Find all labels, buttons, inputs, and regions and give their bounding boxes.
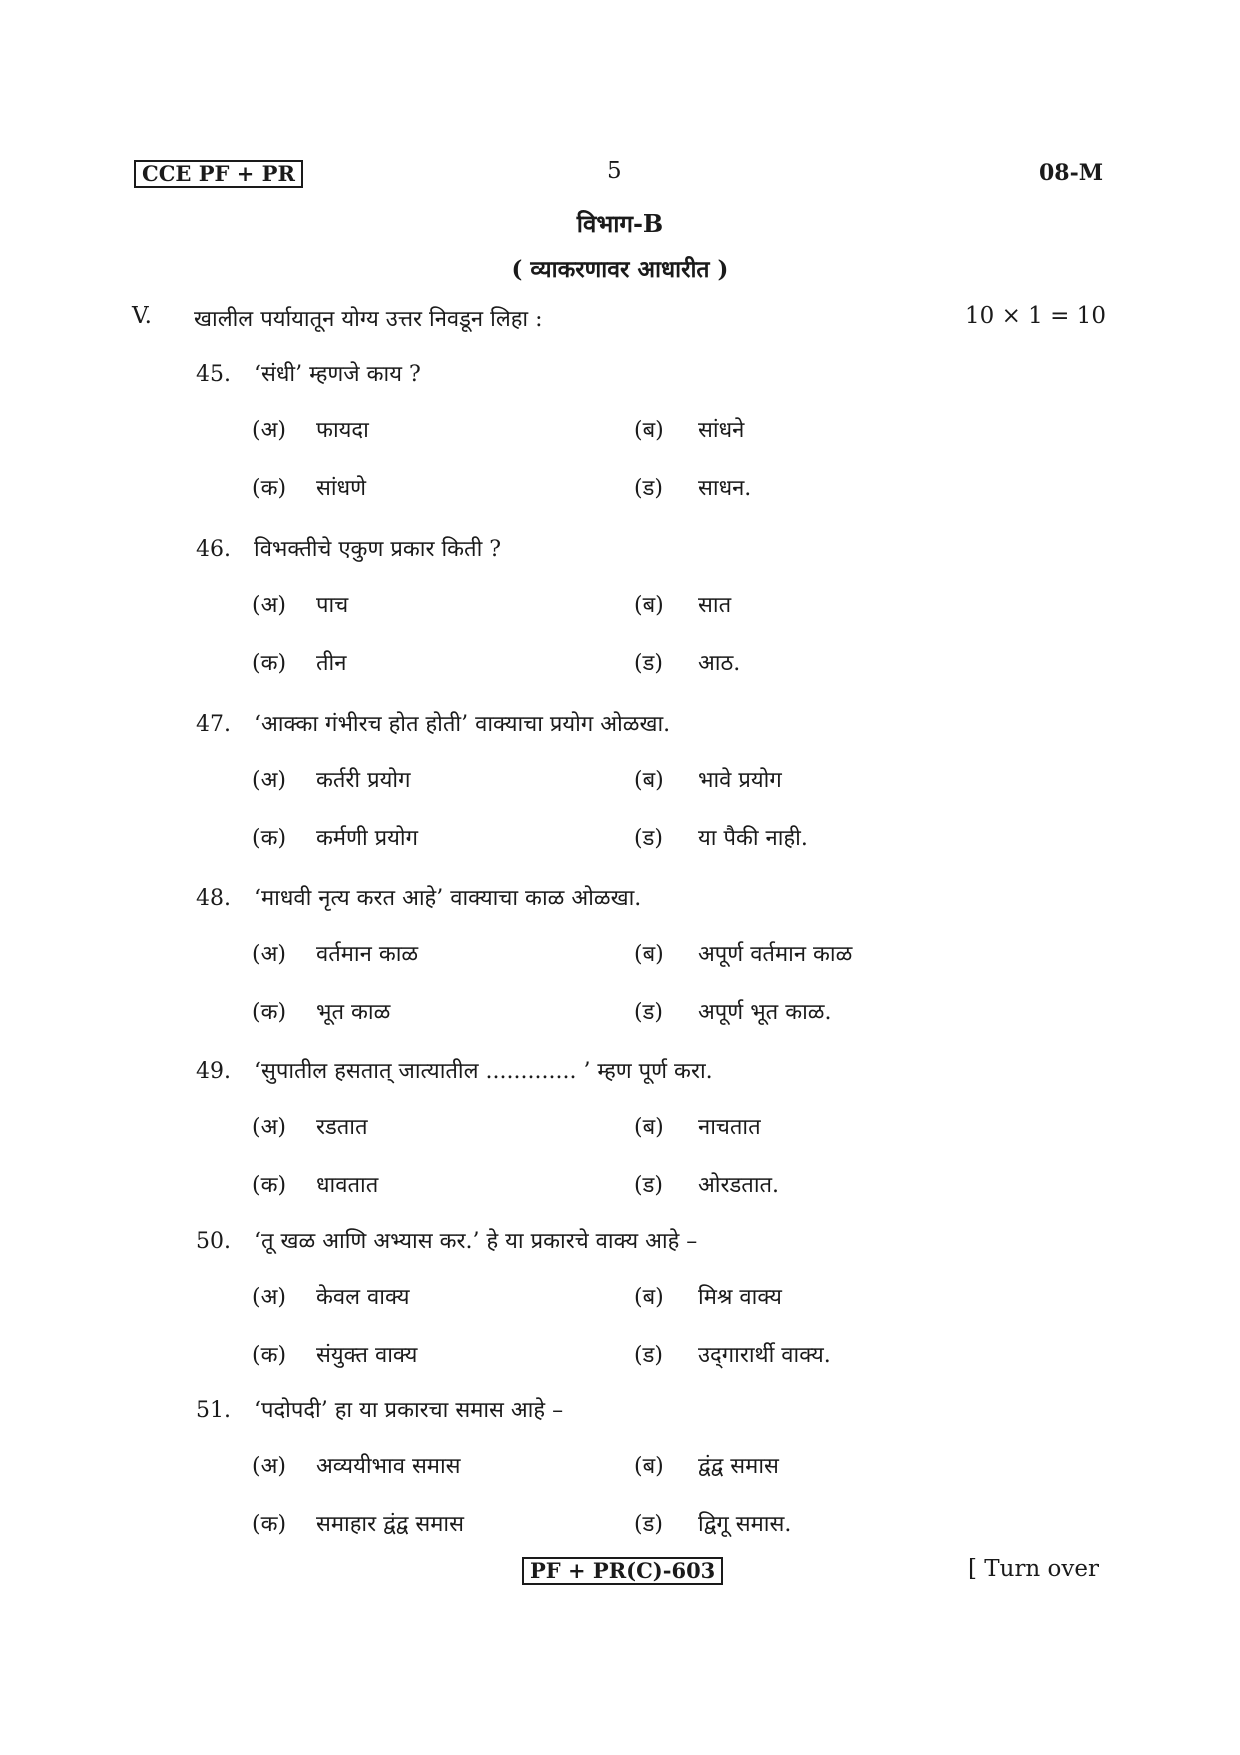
option-d: (ड) अपूर्ण भूत काळ. <box>634 1000 832 1025</box>
section-subtitle: ( व्याकरणावर आधारीत ) <box>511 256 729 283</box>
option-d: (ड) ओरडतात. <box>634 1173 780 1198</box>
question-block-instruction: खालील पर्यायातून योग्य उत्तर निवडून लिहा : <box>194 307 543 332</box>
question-number: 46. <box>196 537 231 562</box>
option-b: (ब) नाचतात <box>634 1115 761 1140</box>
question-block-number: V. <box>132 303 152 329</box>
option-a: (अ) रडतात <box>252 1115 368 1140</box>
question-text: ‘तू खळ आणि अभ्यास कर.’ हे या प्रकारचे वाक्य आहे – <box>254 1229 698 1254</box>
option-d: (ड) द्विगू समास. <box>634 1512 792 1537</box>
option-a: (अ) वर्तमान काळ <box>252 942 419 967</box>
question-text: विभक्तीचे एकुण प्रकार किती ? <box>254 537 502 562</box>
option-a: (अ) अव्ययीभाव समास <box>252 1454 461 1479</box>
option-c: (क) तीन <box>252 651 347 676</box>
option-a: (अ) केवल वाक्य <box>252 1285 410 1310</box>
question-text: ‘पदोपदी’ हा या प्रकारचा समास आहे – <box>254 1398 564 1423</box>
option-c: (क) कर्मणी प्रयोग <box>252 826 419 851</box>
question-text: ‘माधवी नृत्य करत आहे’ वाक्याचा काळ ओळखा. <box>254 886 642 911</box>
option-b: (ब) सांधने <box>634 418 745 443</box>
question-text: ‘आक्का गंभीरच होत होती’ वाक्याचा प्रयोग ओळखा. <box>254 712 671 737</box>
option-b: (ब) सात <box>634 593 732 618</box>
question-45 <box>196 358 1146 530</box>
option-a: (अ) पाच <box>252 593 349 618</box>
turn-over-note: [ Turn over <box>968 1556 1100 1582</box>
option-c: (क) धावतात <box>252 1173 379 1198</box>
question-50 <box>196 1225 1146 1397</box>
question-number: 51. <box>196 1398 231 1423</box>
question-number: 47. <box>196 712 231 737</box>
option-b: (ब) मिश्र वाक्य <box>634 1285 782 1310</box>
option-d: (ड) या पैकी नाही. <box>634 826 808 851</box>
question-48 <box>196 882 1146 1054</box>
option-d: (ड) साधन. <box>634 476 752 501</box>
question-text: ‘सुपातील हसतात् जात्यातील ............. ’ म्हण पूर्ण करा. <box>254 1059 713 1084</box>
question-49 <box>196 1055 1146 1227</box>
question-text: ‘संधी’ म्हणजे काय ? <box>254 362 421 387</box>
option-b: (ब) भावे प्रयोग <box>634 768 782 793</box>
paper-code: 08-M <box>1039 160 1104 186</box>
section-title: विभाग-B <box>576 209 664 238</box>
option-c: (क) संयुक्त वाक्य <box>252 1343 418 1368</box>
question-51 <box>196 1394 1146 1566</box>
option-c: (क) सांधणे <box>252 476 367 501</box>
option-c: (क) भूत काळ <box>252 1000 391 1025</box>
question-46 <box>196 533 1146 705</box>
footer-code: PF + PR(C)-603 <box>522 1557 723 1585</box>
option-c: (क) समाहार द्वंद्व समास <box>252 1512 464 1537</box>
header-code: CCE PF + PR <box>134 160 303 188</box>
option-d: (ड) आठ. <box>634 651 741 676</box>
question-number: 45. <box>196 362 231 387</box>
option-b: (ब) अपूर्ण वर्तमान काळ <box>634 942 853 967</box>
question-number: 49. <box>196 1059 231 1084</box>
question-number: 50. <box>196 1229 231 1254</box>
question-number: 48. <box>196 886 231 911</box>
option-d: (ड) उद्‌गारार्थी वाक्य. <box>634 1343 831 1368</box>
option-a: (अ) कर्तरी प्रयोग <box>252 768 411 793</box>
option-a: (अ) फायदा <box>252 418 369 443</box>
option-b: (ब) द्वंद्व समास <box>634 1454 779 1479</box>
question-47 <box>196 708 1146 880</box>
question-block-marks: 10 × 1 = 10 <box>965 303 1106 329</box>
page-number: 5 <box>607 158 622 184</box>
